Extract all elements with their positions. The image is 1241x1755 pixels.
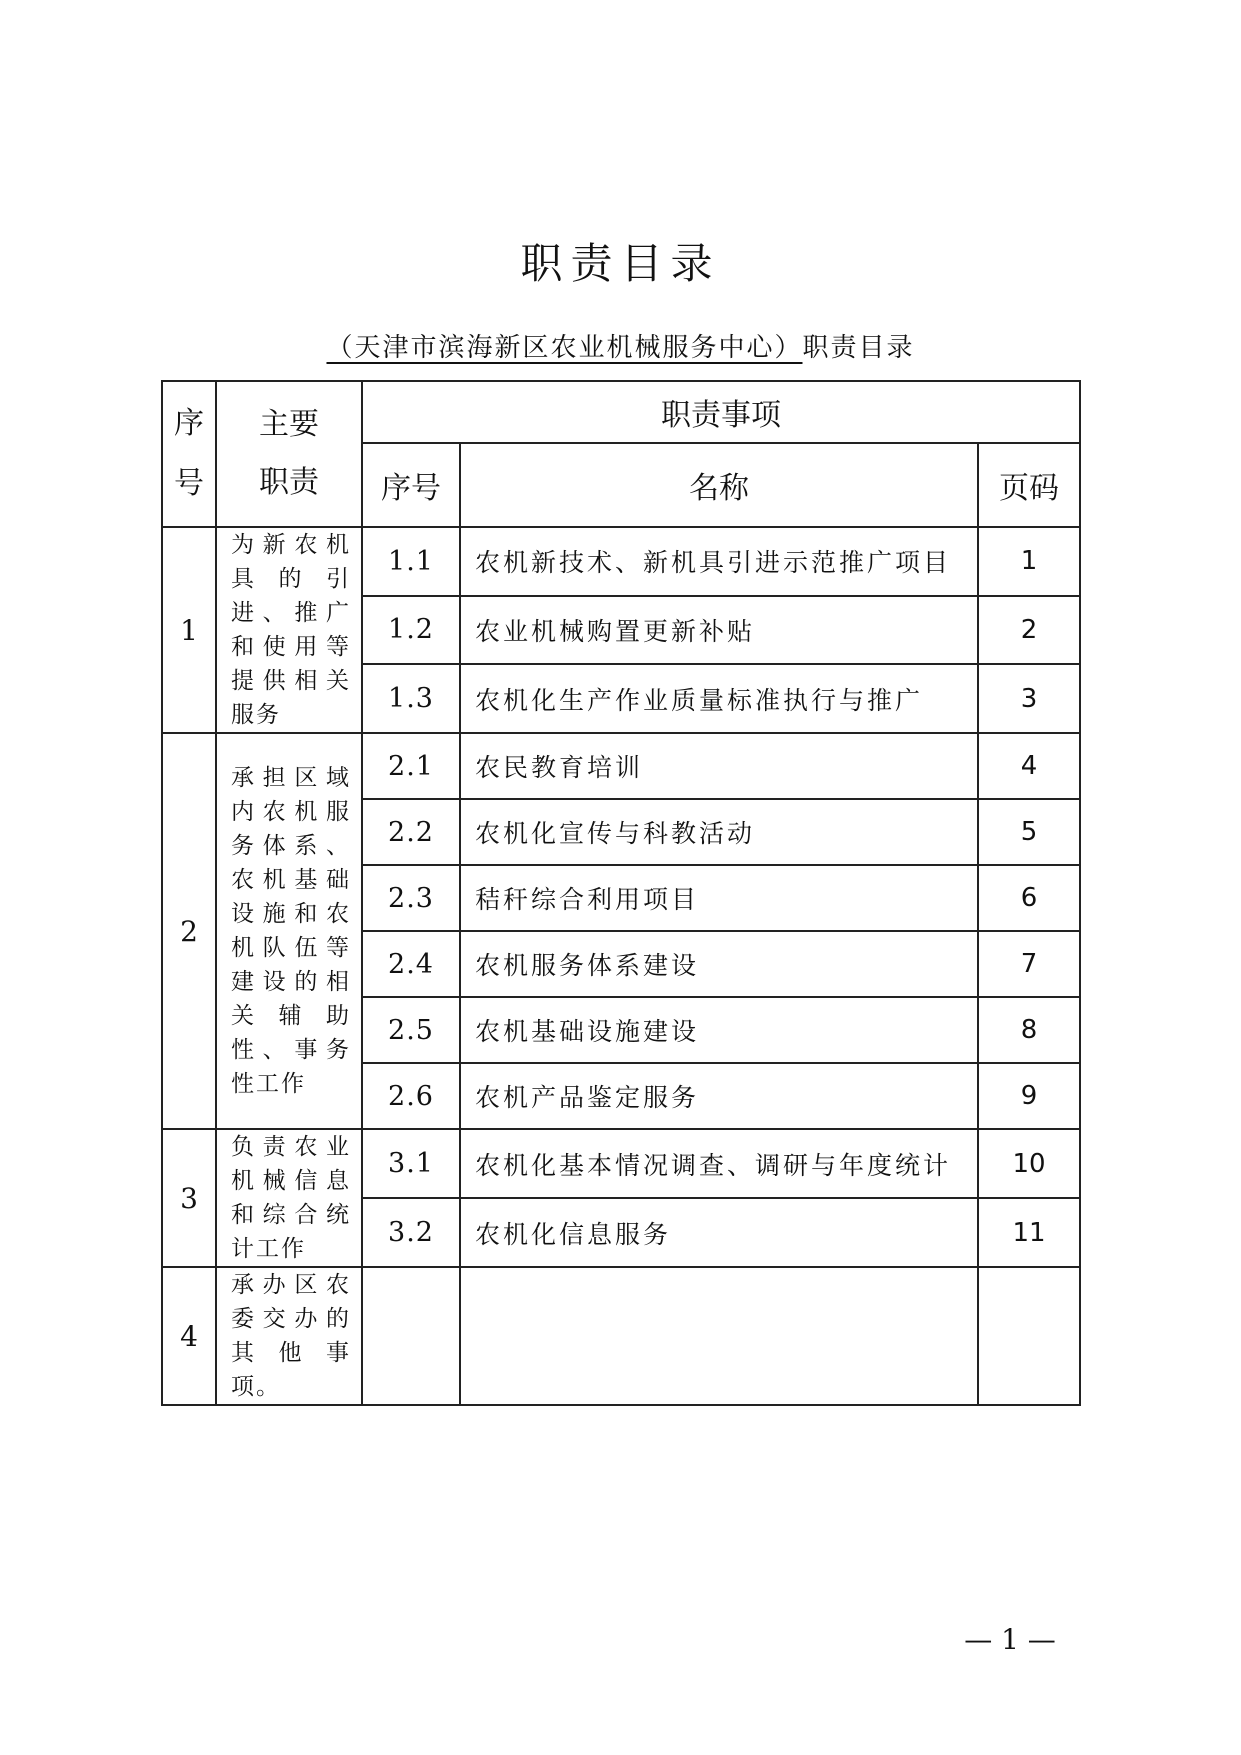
subtitle-organization: （天津市滨海新区农业机械服务中心） bbox=[326, 333, 803, 363]
item-number bbox=[362, 1267, 460, 1405]
item-name: 农机化基本情况调查、调研与年度统计 bbox=[460, 1129, 978, 1198]
document-subtitle bbox=[160, 330, 1081, 366]
item-number: 2.1 bbox=[362, 733, 460, 799]
item-number: 3.1 bbox=[362, 1129, 460, 1198]
item-number: 2.3 bbox=[362, 865, 460, 931]
header-main-duty-line-2: 职责 bbox=[259, 465, 319, 500]
item-page: 11 bbox=[978, 1198, 1080, 1267]
header-seq bbox=[162, 381, 216, 527]
item-page: 10 bbox=[978, 1129, 1080, 1198]
header-main-duty-line-1: 主要 bbox=[259, 407, 319, 442]
header-page: 页码 bbox=[978, 443, 1080, 527]
header-duty-items: 职责事项 bbox=[362, 381, 1080, 443]
header-sub-seq: 序号 bbox=[362, 443, 460, 527]
main-duty-text: 承担区域内农机服务体系、农机基础设施和农机队伍等建设的相关辅助性、事务性工作 bbox=[216, 733, 362, 1129]
duty-catalog-table bbox=[161, 380, 1081, 1406]
table-body bbox=[162, 527, 1080, 1405]
group-number: 3 bbox=[162, 1129, 216, 1267]
item-page: 3 bbox=[978, 664, 1080, 733]
item-page: 9 bbox=[978, 1063, 1080, 1129]
header-seq-char-2: 号 bbox=[174, 466, 204, 501]
item-page: 7 bbox=[978, 931, 1080, 997]
item-name: 农机化生产作业质量标准执行与推广 bbox=[460, 664, 978, 733]
table-row bbox=[162, 1129, 1080, 1198]
item-number: 2.2 bbox=[362, 799, 460, 865]
item-name: 农机基础设施建设 bbox=[460, 997, 978, 1063]
item-number: 2.4 bbox=[362, 931, 460, 997]
item-name: 农机化宣传与科教活动 bbox=[460, 799, 978, 865]
item-number: 2.6 bbox=[362, 1063, 460, 1129]
item-page: 8 bbox=[978, 997, 1080, 1063]
table-row bbox=[162, 1267, 1080, 1405]
item-name: 农民教育培训 bbox=[460, 733, 978, 799]
item-number: 1.2 bbox=[362, 596, 460, 665]
main-duty-text: 负责农业机械信息和综合统计工作 bbox=[216, 1129, 362, 1267]
item-page: 4 bbox=[978, 733, 1080, 799]
item-page: 5 bbox=[978, 799, 1080, 865]
item-name: 农机新技术、新机具引进示范推广项目 bbox=[460, 527, 978, 596]
item-page bbox=[978, 1267, 1080, 1405]
item-number: 2.5 bbox=[362, 997, 460, 1063]
table-row bbox=[162, 527, 1080, 596]
item-page: 6 bbox=[978, 865, 1080, 931]
group-number: 4 bbox=[162, 1267, 216, 1405]
item-name: 农业机械购置更新补贴 bbox=[460, 596, 978, 665]
document-title: 职责目录 bbox=[520, 239, 721, 288]
item-number: 3.2 bbox=[362, 1198, 460, 1267]
item-name: 秸秆综合利用项目 bbox=[460, 865, 978, 931]
header-name: 名称 bbox=[460, 443, 978, 527]
group-number: 1 bbox=[162, 527, 216, 733]
item-page: 1 bbox=[978, 527, 1080, 596]
group-number: 2 bbox=[162, 733, 216, 1129]
item-name: 农机化信息服务 bbox=[460, 1198, 978, 1267]
header-seq-char-1: 序 bbox=[174, 406, 204, 441]
subtitle-suffix: 职责目录 bbox=[802, 333, 915, 363]
page-number: — 1 — bbox=[964, 1623, 1056, 1656]
item-number: 1.1 bbox=[362, 527, 460, 596]
main-duty-text: 为新农机具的引进、推广和使用等提供相关服务 bbox=[216, 527, 362, 733]
item-name: 农机服务体系建设 bbox=[460, 931, 978, 997]
main-duty-text: 承办区农委交办的其他事项。 bbox=[216, 1267, 362, 1405]
header-main-duty bbox=[216, 381, 362, 527]
item-number: 1.3 bbox=[362, 664, 460, 733]
item-name bbox=[460, 1267, 978, 1405]
table-row bbox=[162, 733, 1080, 799]
item-page: 2 bbox=[978, 596, 1080, 665]
item-name: 农机产品鉴定服务 bbox=[460, 1063, 978, 1129]
